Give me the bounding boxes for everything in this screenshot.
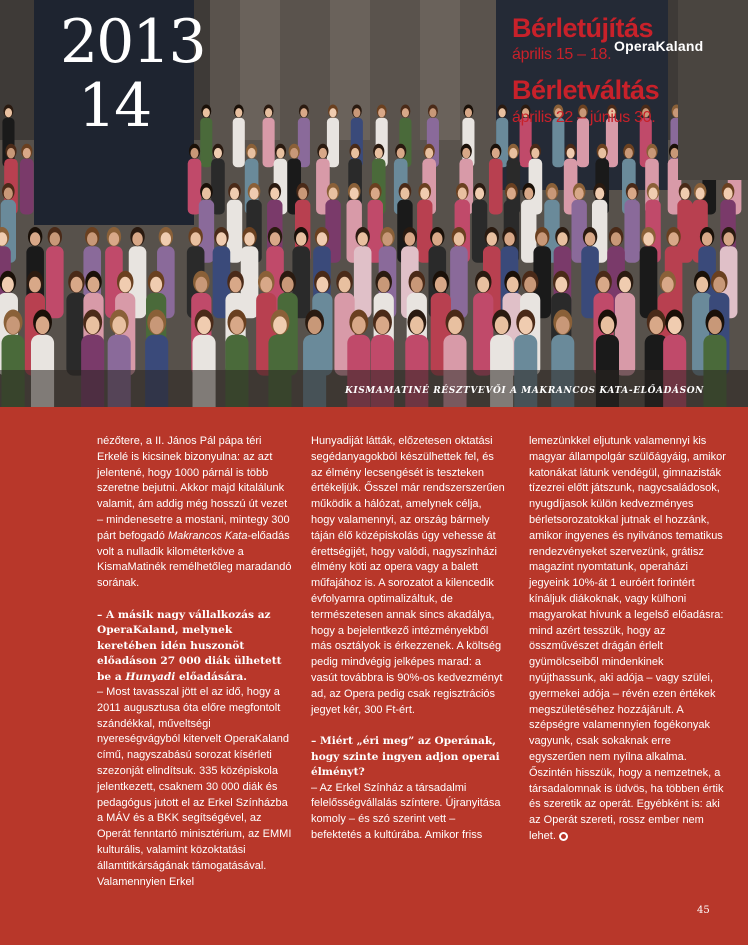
end-of-article-icon <box>559 832 568 841</box>
season-banner-text <box>60 7 205 141</box>
season-year-line2: 14 <box>78 71 151 141</box>
cover-photo <box>0 0 748 407</box>
paragraph-text: -előadás volt a nulladik kilométerköve a KismaMatinék remélhetőleg maradandó sorának. <box>97 529 292 590</box>
paragraph: Hunyadiját látták, előzetesen oktatási segédanyagokból készülhettek fel, és az élmény lecsengését is teszteken értékeljük. Ősszel már rendszerszerűen működik a hálózat, amelynek célja, hogy valamennyi, az ország bármely táján élő középiskolás úgy vehesse át érettségijét, hogy valódi, nagyszínházi élmény köti az opera vagy a balett műfajához is. A sorozatot a kilencedik évfolyamra optimalizáltuk, de természetesen annak sincs akadálya, hogy a bejelentkező intézményekből más osztályok is érkezzenek. A költség pedig mindvégig jelképes marad: a vasút továbbra is 90%-os kedvezményt ad, az Opera pedig csak regisztrációs jegyet kér, 300 Ft-ért. <box>311 435 505 716</box>
banner-heading-exchange: Bérletváltás <box>512 75 660 106</box>
interview-question: – Miért „éri meg” az Operának, hogy szinte ingyen adjon operai élményt? <box>311 735 500 779</box>
italic-title: Hunyadi <box>125 670 176 683</box>
paragraph-text: lemezünkkel eljutunk valamennyi kis magyar állampolgár szülőágyáig, amikor katonákat látunk vendégül, gimnazisták tízezrei előtt játszunk, nagycsaládosok, nyugdíjasok külön kedvezményes bérletsorozatokkal jutnak el hozzánk, amikor ingyenes és nyilvános tematikus rendezvényeket szervezünk, grátisz magazint nyomtatunk, operaházi jegyeink 10%-át 1 euróért forintért kínáljuk diákoknak, vagy külhoni magyarokat hívunk a legelső előadásra: mind azért tesszük, hogy az összművészet drágán érlelt gyümölcseiből mindenkinek nyújthassunk, aki adója – vagy szülei, gyermekei adója – révén ezen értékek megszületéséhez hozzájárult. A szépségre valamennyien fogékonyak vagyunk, csak sokaknak erre egyszerűen nem nyílna alkalma. Őszintén hisszük, hogy a nemzetnek, a társadalomnak is üdvös, ha többen értik és szeretik az operát. Egyébként is: aki az Operát szereti, rossz ember nem lehet. <box>529 435 726 842</box>
text-column-1 <box>97 434 293 890</box>
brand-label: OperaKaland <box>614 38 704 54</box>
paragraph-text: nézőtere, a II. János Pál pápa téri Erkelé is kicsinek bizonyulna: az azt jelentené, hogy 1000 párnál is több szeretne bejutni. Akkor majd kitalálunk valamit, ám addig még hosszú út vezet – mindenesetre a mostani, mintegy 300 párt befogadó <box>97 435 290 542</box>
text-column-3 <box>529 434 729 845</box>
banner-heading-renewal: Bérletújítás <box>512 13 654 43</box>
banner-dates-exchange: április 22 – június 30. <box>512 108 656 126</box>
question-text: előadására. <box>175 670 247 683</box>
season-year-line1: 2013 <box>60 7 205 77</box>
banner-dates-renewal: április 15 – 18. <box>512 46 612 64</box>
interview-question <box>97 608 293 685</box>
paragraph <box>97 434 293 592</box>
paragraph: – Az Erkel Színház a társadalmi felelősségvállalás színtere. Újranyitása komoly – és szó szerint vett – befektetés a kultúrába. Amikor friss <box>311 781 501 841</box>
italic-title: Makrancos Kata <box>167 529 248 542</box>
subscription-banner-text <box>512 14 662 139</box>
paragraph: – Most tavasszal jött el az idő, hogy a 2011 augusztusa óta előre megfontolt szándékkal, műveltségi nyereségvágyból kitervelt OperaKaland című, nagyszabású sorozat kísérleti szezonját elindítsuk. 335 középiskola jelentkezett, csaknem 30 000 diák és pedagógus jutott el az Erkel Színházba a MÁV és a BKK segítségével, az Operát fenntartó minisztérium, az EMMI kulturális, valamint közoktatási államtitkárságának támogatásával. Valamennyien Erkel <box>97 686 292 888</box>
photo-caption: KISMAMATINÉ RÉSZTVEVŐI A MAKRANCOS KATA-ELŐADÁSON <box>344 386 704 396</box>
paragraph <box>529 434 729 845</box>
question-text: – A másik nagy vállalkozás az OperaKaland, melynek keretében idén huszonöt előadáson 27 000 diák ülhetett be a <box>97 608 282 683</box>
text-column-2 <box>311 434 506 844</box>
page-number: 45 <box>697 905 710 916</box>
